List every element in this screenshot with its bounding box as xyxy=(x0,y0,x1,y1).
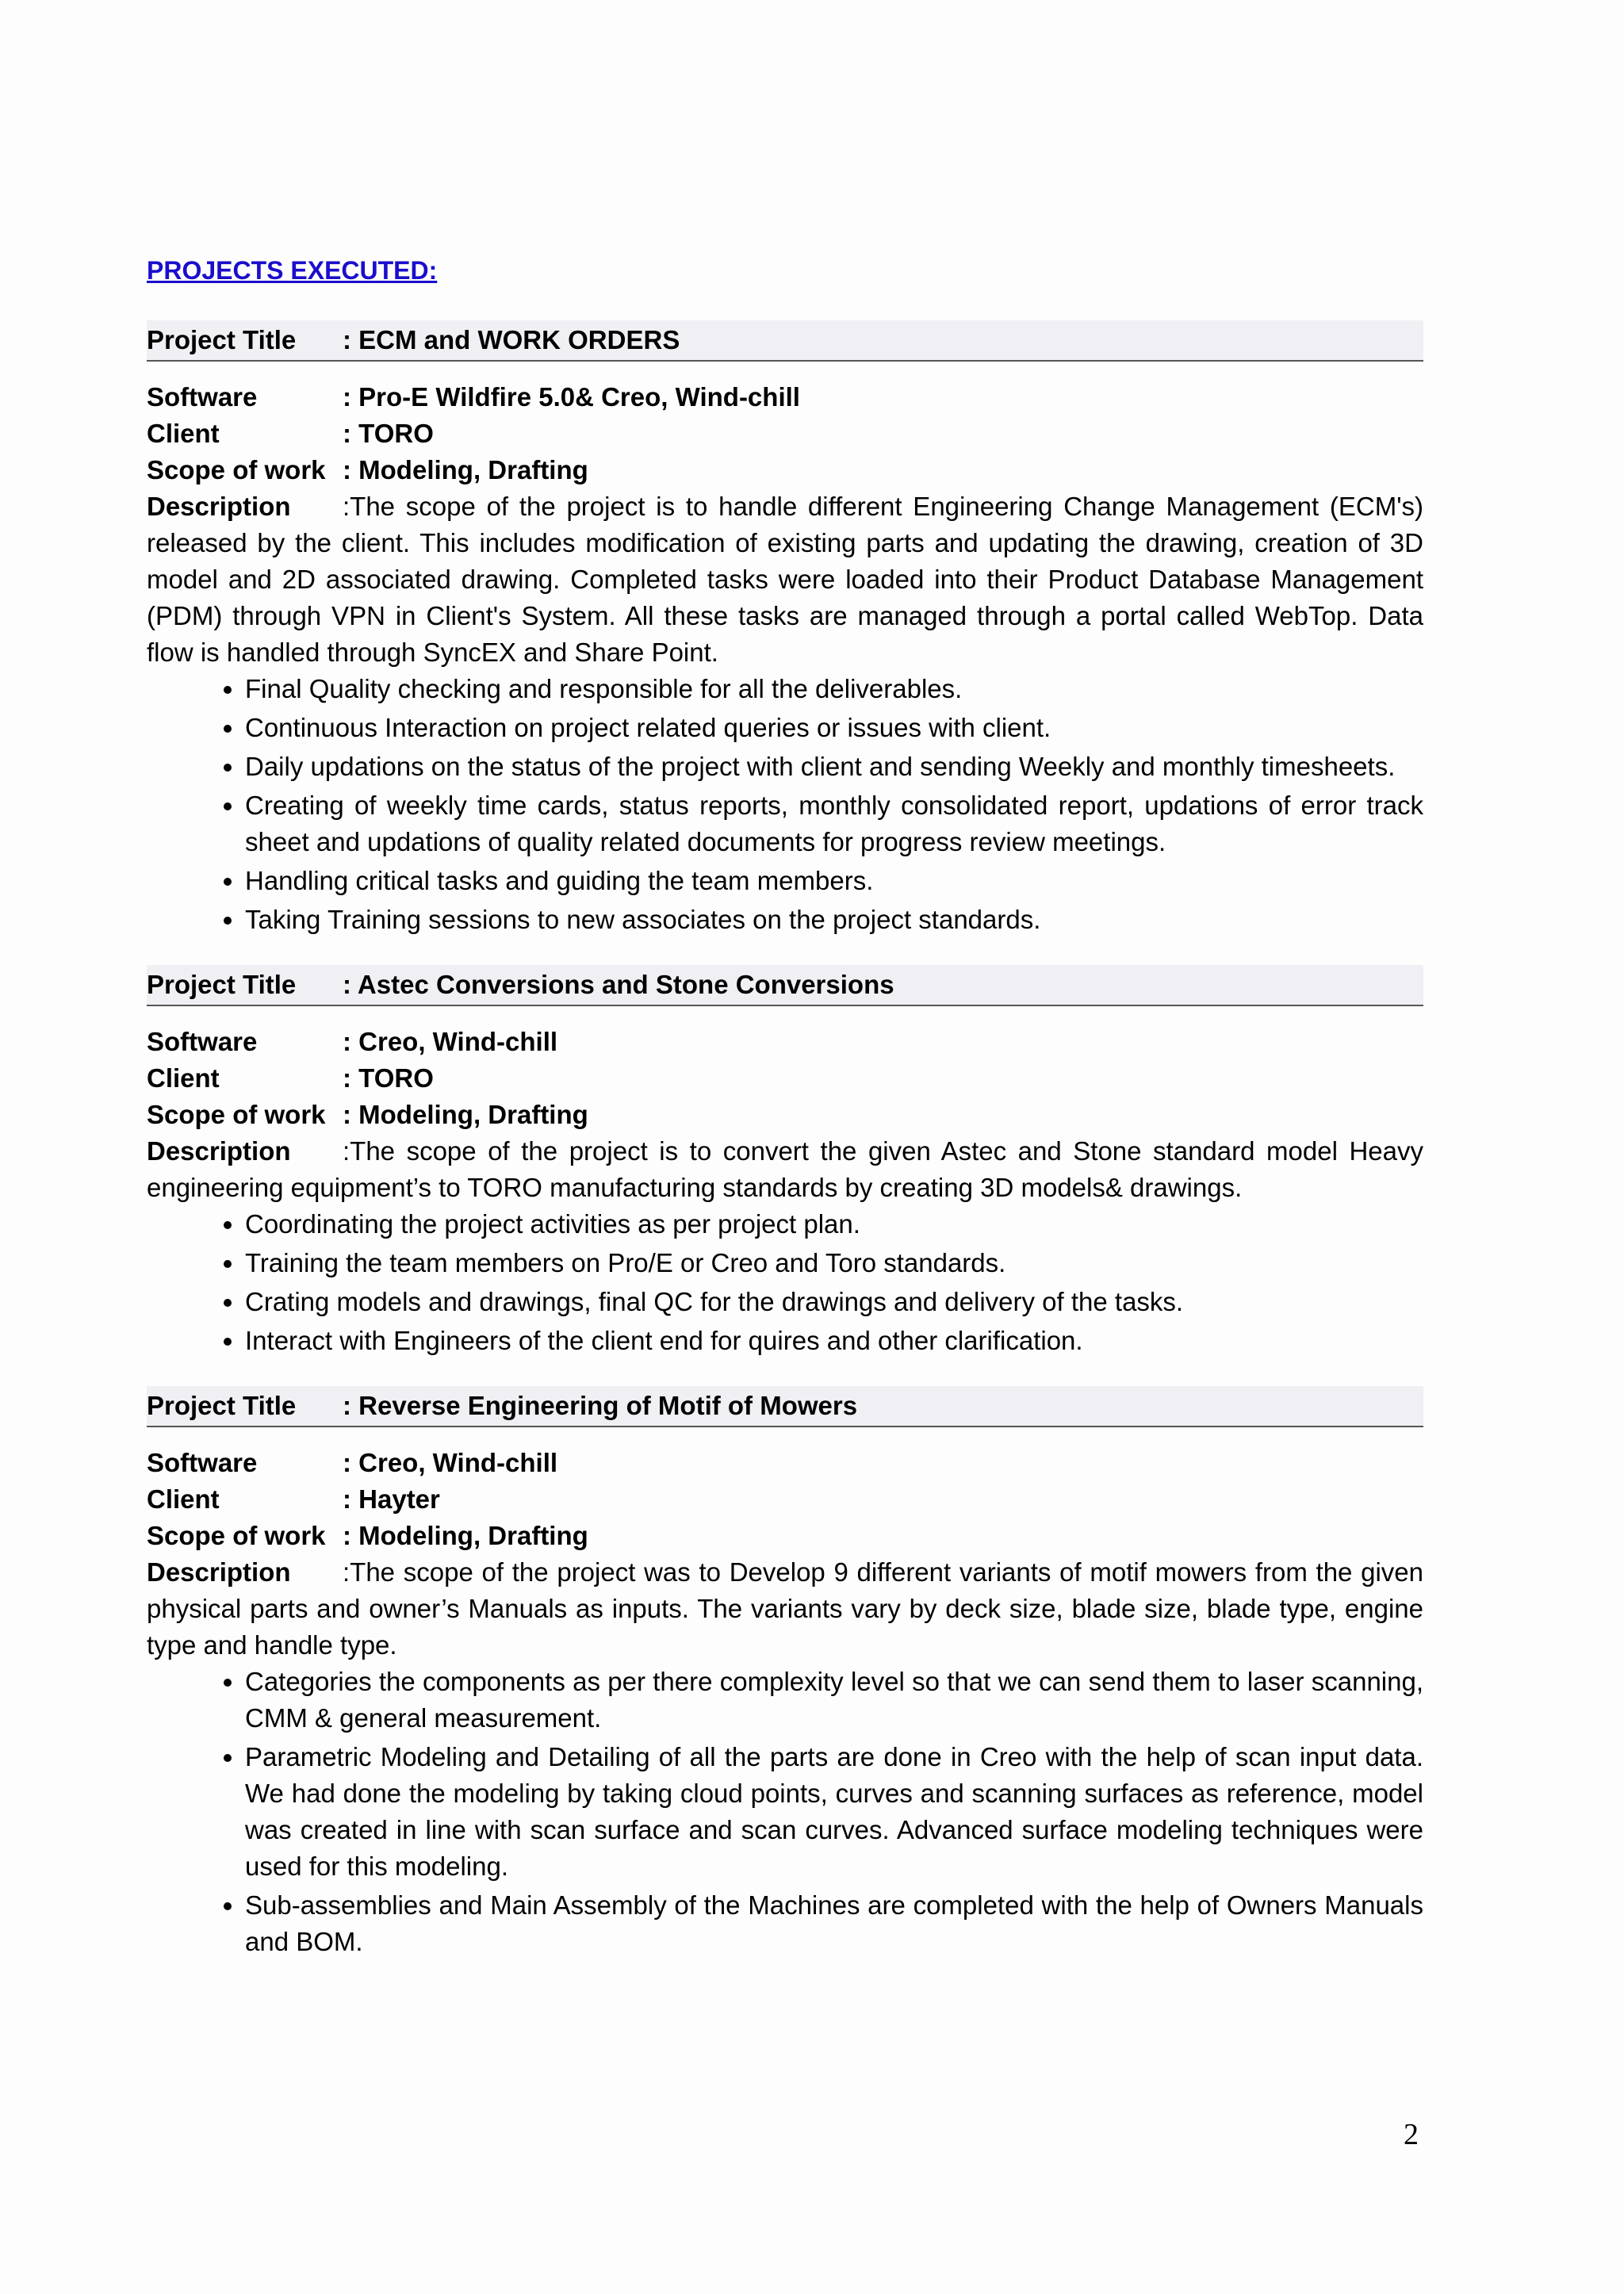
client-row-value: : TORO xyxy=(343,419,434,448)
project-title-label: Project Title xyxy=(147,1391,297,1420)
client-row xyxy=(147,1481,1423,1518)
list-item: • Parametric Modeling and Detailing of all the parts are done in Creo with the help of scan input data. We had done the modeling by taking cloud points, curves and scanning surfaces as reference, model was created in line with scan surface and scan curves. Advanced surface modeling techniques were used for this modeling. xyxy=(245,1739,1423,1885)
project-block xyxy=(147,965,1423,1359)
scope-row-label: Scope of work xyxy=(147,1521,326,1550)
project-title xyxy=(147,320,1423,362)
list-item: • Interact with Engineers of the client end for quires and other clarification. xyxy=(245,1323,1423,1359)
description-label: Description xyxy=(147,1557,291,1587)
page-number: 2 xyxy=(1404,2118,1419,2151)
description-label: Description xyxy=(147,492,291,521)
scope-row-value: : Modeling, Drafting xyxy=(343,455,588,484)
list-item: • Categories the components as per there complexity level so that we can send them to laser scanning, CMM & general measurement. xyxy=(245,1664,1423,1737)
client-row-label: Client xyxy=(147,419,220,448)
list-item: • Crating models and drawings, final QC for the drawings and delivery of the tasks. xyxy=(245,1284,1423,1320)
client-row xyxy=(147,1060,1423,1097)
software-row-value: : Creo, Wind-chill xyxy=(343,1448,558,1477)
client-row-value: : TORO xyxy=(343,1063,434,1093)
description-paragraph xyxy=(147,488,1423,671)
software-row xyxy=(147,1445,1423,1481)
project-block xyxy=(147,1386,1423,1960)
list-item: • Taking Training sessions to new associates on the project standards. xyxy=(245,902,1423,938)
responsibility-list xyxy=(147,1206,1423,1359)
scope-row-value: : Modeling, Drafting xyxy=(343,1100,588,1129)
project-title xyxy=(147,965,1423,1006)
project-title-value: : ECM and WORK ORDERS xyxy=(343,325,680,354)
software-row xyxy=(147,1024,1423,1060)
project-title-label: Project Title xyxy=(147,325,297,354)
list-item: • Daily updations on the status of the project with client and sending Weekly and monthly timesheets. xyxy=(245,749,1423,785)
scope-row-value: : Modeling, Drafting xyxy=(343,1521,588,1550)
software-row-value: : Creo, Wind-chill xyxy=(343,1027,558,1056)
description-paragraph xyxy=(147,1133,1423,1206)
project-block xyxy=(147,320,1423,938)
responsibility-list xyxy=(147,671,1423,938)
description-label: Description xyxy=(147,1136,291,1166)
list-item: • Training the team members on Pro/E or Creo and Toro standards. xyxy=(245,1245,1423,1281)
client-row-label: Client xyxy=(147,1484,220,1514)
list-item: • Continuous Interaction on project related queries or issues with client. xyxy=(245,710,1423,746)
scope-row xyxy=(147,1518,1423,1554)
description-paragraph xyxy=(147,1554,1423,1664)
project-title-value: : Reverse Engineering of Motif of Mowers xyxy=(343,1391,858,1420)
page-content xyxy=(147,252,1423,1987)
list-item: • Final Quality checking and responsible for all the deliverables. xyxy=(245,671,1423,707)
client-row xyxy=(147,416,1423,452)
section-heading: PROJECTS EXECUTED: xyxy=(147,256,438,285)
project-title xyxy=(147,1386,1423,1427)
scope-row-label: Scope of work xyxy=(147,1100,326,1129)
list-item: • Handling critical tasks and guiding the team members. xyxy=(245,863,1423,899)
scope-row xyxy=(147,452,1423,488)
software-row-label: Software xyxy=(147,1027,258,1056)
description-text: :The scope of the project was to Develop 9 different variants of motif mowers from the given physical parts and owner’s Manuals as inputs. The variants vary by deck size, blade size, blade type, engine type and handle type. xyxy=(147,1557,1423,1660)
software-row xyxy=(147,379,1423,416)
software-row-value: : Pro-E Wildfire 5.0& Creo, Wind-chill xyxy=(343,382,800,412)
client-row-label: Client xyxy=(147,1063,220,1093)
client-row-value: : Hayter xyxy=(343,1484,440,1514)
responsibility-list xyxy=(147,1664,1423,1960)
project-title-label: Project Title xyxy=(147,970,297,999)
description-text: :The scope of the project is to handle different Engineering Change Management (ECM's) released by the client. This includes modification of existing parts and updating the drawing, creation of 3D model and 2D associated drawing. Completed tasks were loaded into their Product Database Management (PDM) through VPN in Client's System. All these tasks are managed through a portal called WebTop. Data flow is handled through SyncEX and Share Point. xyxy=(147,492,1423,667)
list-item: • Creating of weekly time cards, status reports, monthly consolidated report, updations of error track sheet and updations of quality related documents for progress review meetings. xyxy=(245,787,1423,860)
project-title-value: : Astec Conversions and Stone Conversions xyxy=(343,970,894,999)
list-item: • Coordinating the project activities as per project plan. xyxy=(245,1206,1423,1243)
software-row-label: Software xyxy=(147,382,258,412)
description-text: :The scope of the project is to convert the given Astec and Stone standard model Heavy engineering equipment’s to TORO manufacturing standards by creating 3D models& drawings. xyxy=(147,1136,1423,1202)
software-row-label: Software xyxy=(147,1448,258,1477)
project-list xyxy=(147,320,1423,1960)
scope-row xyxy=(147,1097,1423,1133)
scope-row-label: Scope of work xyxy=(147,455,326,484)
list-item: • Sub-assemblies and Main Assembly of the Machines are completed with the help of Owners Manuals and BOM. xyxy=(245,1887,1423,1960)
